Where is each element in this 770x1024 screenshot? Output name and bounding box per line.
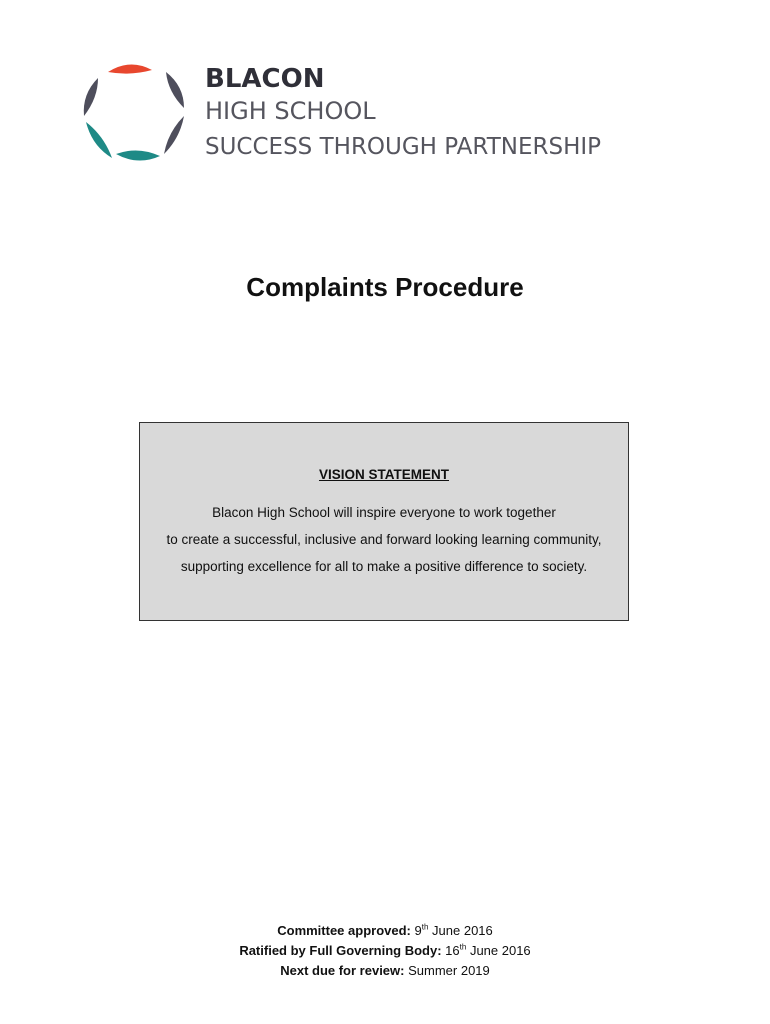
ratified-day: 16 bbox=[445, 943, 460, 958]
wordmark-line-2: HIGH SCHOOL bbox=[205, 97, 376, 125]
document-title: Complaints Procedure bbox=[246, 272, 524, 302]
committee-approved-day: 9 bbox=[414, 923, 422, 938]
review-line bbox=[0, 961, 770, 981]
vision-line-3: supporting excellence for all to make a positive difference to society. bbox=[180, 559, 588, 574]
committee-approved-line bbox=[0, 921, 770, 941]
wordmark-line-1: BLACON bbox=[205, 64, 325, 94]
vision-line-1: Blacon High School will inspire everyone to work together bbox=[212, 505, 556, 520]
logo-petal-red bbox=[108, 64, 152, 73]
ratified-line bbox=[0, 941, 770, 961]
vision-heading: VISION STATEMENT bbox=[318, 467, 449, 482]
logo-petal-bottom bbox=[116, 150, 160, 160]
committee-approved-label: Committee approved: bbox=[277, 923, 411, 938]
ratified-date: June 2016 bbox=[469, 943, 531, 958]
review-value: Summer 2019 bbox=[408, 963, 490, 978]
school-wordmark bbox=[205, 64, 601, 164]
vision-line-2: to create a successful, inclusive and forward looking learning community, bbox=[166, 532, 602, 547]
committee-approved-suffix: th bbox=[421, 922, 429, 932]
ratified-label: Ratified by Full Governing Body: bbox=[239, 943, 442, 958]
vision-statement-box bbox=[139, 422, 629, 621]
ratified-suffix: th bbox=[459, 942, 467, 952]
approval-footer bbox=[0, 921, 770, 981]
wordmark-line-3: SUCCESS THROUGH PARTNERSHIP bbox=[205, 134, 602, 160]
logo-petal-lower-left bbox=[86, 122, 112, 158]
vision-text bbox=[140, 499, 628, 580]
school-logo-icon bbox=[78, 58, 196, 166]
logo-petal-lower-right bbox=[164, 116, 184, 154]
logo-petal-upper-right bbox=[166, 72, 184, 108]
logo-petal-upper-left bbox=[84, 78, 98, 116]
review-label: Next due for review: bbox=[280, 963, 405, 978]
committee-approved-date: June 2016 bbox=[432, 923, 493, 938]
